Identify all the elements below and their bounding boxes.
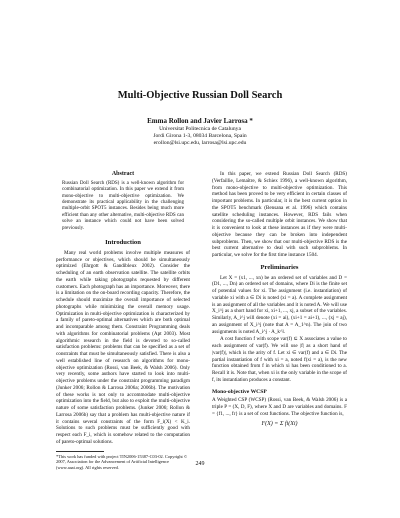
objective-formula: F(X) = Σ fi(Xi) [261, 420, 298, 427]
author-emails: erollon@lsi.upc.edu, larrosa@lsi.upc.edu [153, 140, 247, 146]
affiliation-line: Universitat Politecnica de Catalunya [159, 126, 241, 132]
footnote-rule [56, 451, 104, 452]
paper-title: Multi-Objective Russian Doll Search [117, 90, 283, 101]
page-number: 249 [195, 461, 205, 467]
preliminaries-heading: Preliminaries [260, 263, 299, 271]
preliminaries-paragraph: Let X = (x1, ..., xn) be an ordered set of variables and D = (D1, ..., Dn) an ordered set of domains, where Di is the finite set of potential values for xi. The assignment (i.e. instantiation) of variable xi with a ∈ Di is noted (xi = a). A complete assignment is an assignment of all the variables and it is noted A. We will use X_i^j as a short hand for xi, xi+1, ..., xj, a subset of the variables. Similarly, A_i^j will denote (xi = ai), (xi+1 = ai+1), ..., (xj = aj), an assignment of X_i^j (note that A = A_1^n). The join of two assignments is noted A_i^j · A_k^l. [212, 274, 347, 335]
right-column [212, 171, 347, 430]
intro-paragraph: Many real world problems involve multiple measures of performance or objectives, which should be simultaneously optimized (Ehrgott & Gandibleux 2002). Consider the scheduling of an earth observation satellite. The satellite orbits the earth while taking photographs requested by different customers. Each photograph has an importance. Moreover, there is a limitation on the on-board recording capacity. Therefore, the schedule should maximize the overall importance of selected photographs while minimizing the overall memory usage. Optimization in multi-objective optimization is characterized by a family of pareto-optimal alternatives which are both optimal and incomparable among them. Constraint Programming deals with algorithms for combinatorial problems (Apt 2003). Most algorithmic research in the field is devoted to so-called satisfaction problems: problems that can be specified as a set of constraints that must be simultaneously satisfied. There is also a well established line of research on algorithms for mono-objective optimization (Rossi, van Beek, & Walsh 2006). Only very recently, some authors have started to look into multi-objective problems under the constraint programming paradigm (Junker 2006; Rollon & Larrosa 2006a; 2006b). The motivation of these works is not only to accommodate multi-objective optimization into the field, but also to exploit the multi-objective nature of some satisfaction problems. (Junker 2006; Rollon & Larrosa 2006b) say that a problem has multi-objective nature if it contains several constraints of the form F_i(X) < K_i. Solutions to such problems must be sufficiently good with respect each F_i, which is somehow related to the computation of pareto-optimal solutions. [56, 249, 190, 445]
introduction-heading: Introduction [105, 239, 141, 246]
mono-objective-heading: Mono-objective WCSP [212, 388, 267, 395]
abstract-heading: Abstract [111, 171, 135, 177]
abstract-text: Russian Doll Search (RDS) is a well-known algorithm for combinatorial optimization. In this paper we extend it from mono-objective to multi-objective optimization. We demonstrate its practical applicability in the challenging multiple-orbit SPOT5 instances. Besides being much more efficient than any other alternative, multi-objective RDS can solve an instance which could not have been solved previously. [62, 180, 184, 231]
affiliation-line: Jordi Girona 1-3, 08034 Barcelona, Spain [153, 133, 247, 139]
author-affiliation [0, 126, 400, 147]
footnote: *This work has funded with project TIN2006-15387-C03-02. Copyright © 2007, Association for the Advancement of Artificial Intelligence (www.aaai.org). All rights reserved. [56, 453, 188, 470]
paper-authors: Emma Rollon and Javier Larrosa * [147, 117, 253, 125]
preliminaries-paragraph: A cost function f with scope var(f) ⊆ X associates a value to each assignment of var(f). We will use |f| as a short hand of |var(f)|, which is the arity of f. Let xi ∈ var(f) and a ∈ Di. The partial instantiation of f with xi = a, noted f(xi = a), is the new function obtained from f in which xi has been conditioned to a. Recall it is. Note that, when xi is the only variable in the scope of f, its instantiation produces a constant. [212, 336, 347, 383]
mono-objective-paragraph: A Weighted CSP (WCSP) (Rossi, van Beek, & Walsh 2006) is a triple P = (X, D, F), where X and D are variables and domains. F = {f1, ..., fr} is a set of cost functions. The objective function is, [212, 397, 347, 417]
left-column [56, 171, 190, 470]
intro-continued-paragraph: In this paper, we extend Russian Doll Search (RDS) (Verfaillie, Lemaître, & Schiex 1996), a well-known algorithm, from mono-objective to multi-objective optimization. This method has been proved to be very efficient in certain classes of important problems. In particular, it is the best current option in the SPOT5 benchmark (Bensana et al. 1996) which contains satellite scheduling instances. However, RDS fails when considering the so-called multiple orbit instances. We show that it is convenient to look at these instances as if they were multi-objective because they can be broken into independent subproblems. Then, we show that our multi-objective RDS is the best current alternative to deal with such subproblems. In particular, we solve for the first time instance 1504. [212, 171, 347, 258]
